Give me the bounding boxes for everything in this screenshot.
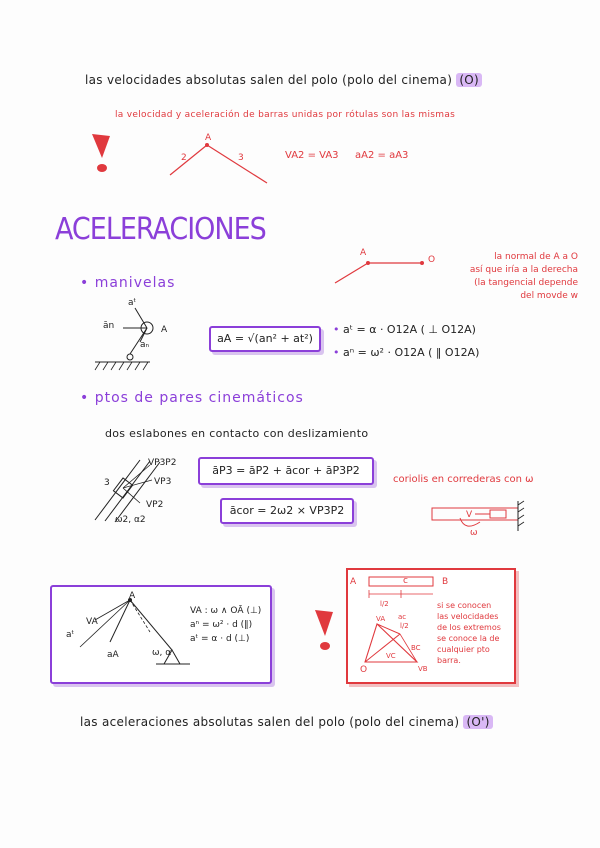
pendulum-eq: aᵗ = α · d (⊥) [190,634,250,644]
warning-exclamation-icon [313,608,335,652]
warning-exclamation-icon [90,132,112,174]
bar-label-bc: BC [411,644,421,652]
pendulum-label-va: VA [86,617,98,627]
crank-rule-tangential [333,323,476,336]
bar-note-line: cualquier pto [437,645,490,654]
pendulum-eq: aⁿ = ω² · d (‖) [190,620,253,630]
coriolis-formula-box: ācor = 2ω2 × VP3P2 [220,498,354,524]
pendulum-label-a: A [129,591,136,601]
bar-label-b: B [442,577,449,587]
section-manivelas-heading [80,275,175,291]
section-manivelas-title: manivelas [94,275,176,291]
joint-note: la velocidad y aceleración de barras unidas por rótulas son las mismas [115,110,456,120]
bar-note-line: barra. [437,656,461,665]
joint-label-2: 2 [181,153,187,163]
joint-label-a: A [205,133,212,143]
pendulum-label-an: aA [107,650,119,660]
joint-label-3: 3 [238,153,244,163]
crank-rule-normal-text: aⁿ = ω² · O12A ( ‖ O12A) [343,346,480,359]
bar-label-l12: l/2 [400,622,409,630]
pendulum-eq: VA : ω ∧ OĀ (⊥) [190,606,262,616]
bar-note-line: se conoce la de [437,634,500,643]
pole-note-line: la normal de A a O [494,252,578,262]
crank-rule-normal [333,346,479,359]
pair-label-w2: ω2, α2 [115,515,146,525]
pendulum-diagram [60,592,200,672]
pole-note-line: del movde w [520,291,578,301]
page-title: ACELERACIONES [55,212,266,247]
crank-label-an-bar: ān [103,321,115,331]
bar-note-line: las velocidades [437,612,499,621]
pair-label-vp2: VP2 [146,500,164,510]
crank-label-a: A [161,325,168,335]
coriolis-note: coriolis en correderas con ω [393,474,534,485]
bar-label-c: c [403,576,408,586]
joint-eq-acceleration: aA2 = aA3 [355,150,409,161]
pole-label-o: O [428,255,436,265]
bar-label-a: A [350,577,357,587]
pole-note-line: (la tangencial depende [474,278,578,288]
pendulum-label-w: ω, α [152,648,172,658]
section-pairs-subtitle: dos eslabones en contacto con deslizamiento [105,427,369,440]
crank-formula-box: aA = √(an² + at²) [209,326,321,352]
pair-label-vp3: VP3 [154,477,172,487]
bar-label-o: O [360,665,368,675]
bullet-icon: • [333,323,340,336]
pendulum-equations [190,604,261,646]
velocity-pole-tag: (O) [456,73,482,87]
crank-label-an: aₙ [140,340,150,350]
bar-note-line: si se conocen [437,601,492,610]
slider-label-v: V [466,510,473,520]
acceleration-pole-line [80,715,493,729]
section-pairs-heading [80,390,304,406]
bar-note-line: de los extremos [437,623,501,632]
crank-diagram [95,300,170,372]
section-pairs-title: ptos de pares cinemáticos [94,390,304,406]
crank-rule-tangential-text: aᵗ = α · O12A ( ⊥ O12A) [343,323,476,336]
acceleration-sum-box: āP3 = āP2 + ācor + āP3P2 [198,457,374,485]
bullet-icon: • [333,346,340,359]
velocity-pole-text: las velocidades absolutas salen del polo (polo del cinema) [85,73,453,87]
joint-eq-velocity: VA2 = VA3 [285,150,339,161]
velocity-pole-line [85,73,482,87]
slider-label-w: ω [470,528,478,538]
bullet-icon: • [80,275,90,291]
bar-label-vb: VB [418,665,428,673]
bullet-icon: • [80,390,90,406]
pair-label-3: 3 [104,478,110,488]
pole-label-a: A [360,248,367,258]
pole-note-line: así que iría a la derecha [469,265,578,275]
bar-velocity-note [437,600,501,666]
acceleration-pole-tag: (O') [463,715,492,729]
bar-label-vc: VC [386,652,396,660]
slider-rail-diagram [430,496,550,541]
pole-diagram [330,250,430,290]
pole-note [448,251,578,303]
acceleration-pole-text: las aceleraciones absolutas salen del polo (polo del cinema) [80,715,460,729]
crank-label-at: aᵗ [128,298,137,308]
bar-label-va: VA [376,615,386,623]
pendulum-label-at: aᵗ [66,630,75,640]
bar-label-ac: ac [398,613,407,621]
bar-label-l2: l/2 [380,600,389,608]
pair-label-vp3p2: VP3P2 [148,458,177,468]
